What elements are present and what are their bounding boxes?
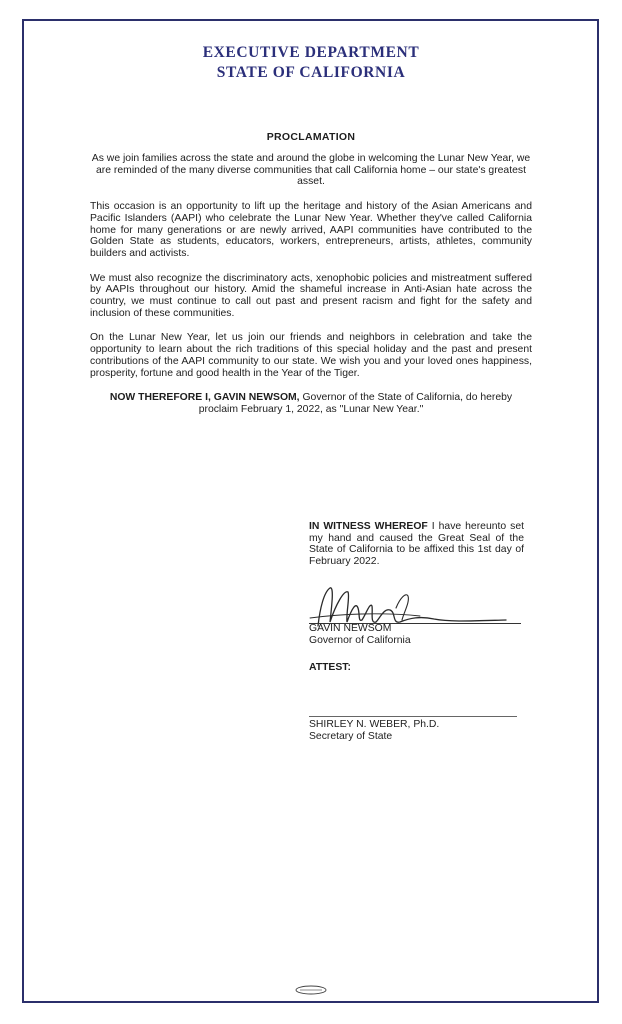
- proclamation-declaration: [90, 392, 532, 415]
- witness-lead: IN WITNESS WHEREOF: [309, 521, 428, 532]
- secretary-title: Secretary of State: [309, 731, 393, 742]
- union-bug-icon: [294, 985, 328, 995]
- paragraph-4: On the Lunar New Year, let us join our friends and neighbors in celebration and take the opportunity to learn about the rich traditions of this special holiday and the past and present contributions of the AAPI community to our state. We wish you and your loved ones happiness, prosperity, fortune and good health in the Year of the Tiger.: [90, 332, 532, 379]
- declaration-text: Governor of the State of California, do hereby proclaim February 1, 2022, as "Lunar New Year.": [198, 392, 513, 415]
- attest-label: ATTEST:: [309, 662, 351, 673]
- document-header: [0, 43, 622, 83]
- paragraph-3: We must also recognize the discriminatory acts, xenophobic policies and mistreatment suffered by AAPIs throughout our history. Amid the shameful increase in Anti-Asian hate across the country, we must continue to call out past and present racism and fight for the safety and inclusion of these communities.: [90, 272, 532, 319]
- paragraph-1: As we join families across the state and around the globe in welcoming the Lunar New Year, we are reminded of the many diverse communities that call California home – our state's greatest asset.: [91, 153, 531, 188]
- proclamation-title: PROCLAMATION: [266, 131, 356, 143]
- witness-text: I have hereunto set my hand and caused the Great Seal of the State of California to be affixed this 1st day of February 2022.: [309, 521, 524, 568]
- signer-title: Governor of California: [309, 635, 411, 646]
- paragraph-2: This occasion is an opportunity to lift up the heritage and history of the Asian Americans and Pacific Islanders (AAPI) who celebrate the Lunar New Year. Whether they've called California home for many generations or are newly arrived, AAPI communities have contributed to the Golden State as students, educators, workers, entrepreneurs, artists, athletes, community builders and activists.: [90, 201, 532, 259]
- signer-name: GAVIN NEWSOM: [309, 623, 392, 634]
- declaration-lead: NOW THEREFORE I, GAVIN NEWSOM,: [109, 392, 300, 404]
- header-line-1: EXECUTIVE DEPARTMENT: [202, 44, 420, 61]
- header-line-2: STATE OF CALIFORNIA: [216, 64, 406, 81]
- witness-clause: [309, 521, 524, 568]
- secretary-name: SHIRLEY N. WEBER, Ph.D.: [309, 719, 440, 730]
- proclamation-body: [90, 153, 532, 429]
- secretary-signature-line: [309, 716, 517, 717]
